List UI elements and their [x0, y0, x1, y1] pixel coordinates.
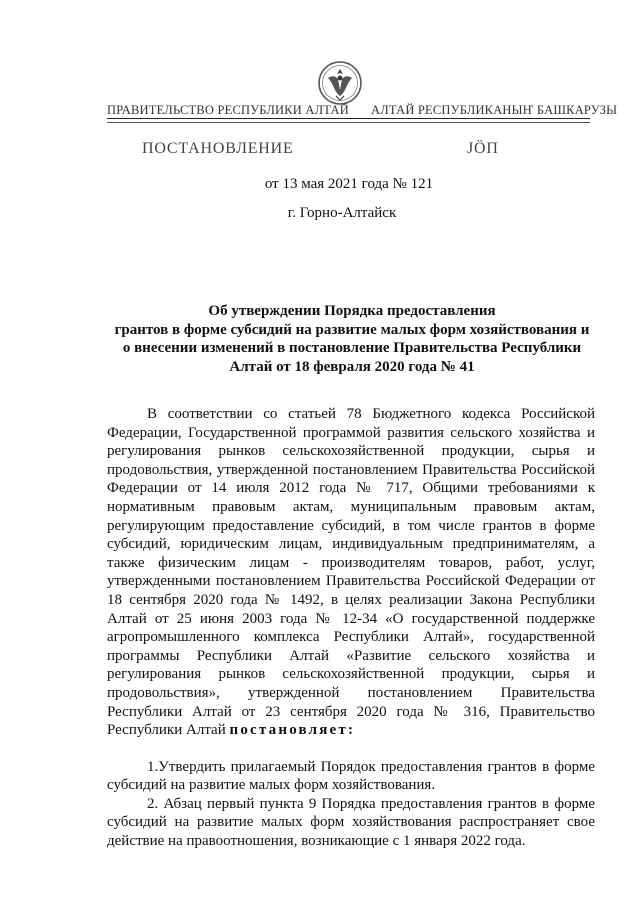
document-title [102, 302, 602, 376]
document-type-altai: ЈӦП [467, 140, 499, 157]
decree-word: постановляет: [229, 722, 356, 739]
document-city: г. Горно-Алтайск [287, 205, 397, 221]
title-line: о внесении изменений в постановление Правительства Республики [122, 340, 582, 356]
government-name-altai: АЛТАЙ РЕСПУБЛИКАНЫҤ БАШКАРУЗЫ [371, 103, 618, 117]
header-divider-thin [107, 122, 590, 123]
preamble-text: В соответствии со статьей 78 Бюджетного кодекса Российской Федерации, Государственной программой развития сельского хозяйства и регулирования рынков сельскохозяйственной продукции, сырья и продовольствия, утвержденной постановлением Правительства Российской Федерации от 14 июля 2012 года № 717, Общими требованиями к нормативным правовым актам, муниципальным правовым актам, регулирующим предоставление субсидий, в том числе грантов в форме субсидий, юридическим лицам, индивидуальным предпринимателям, а также физическим лицам - производителям товаров, работ, услуг, утвержденными постановлением Правительства Российской Федерации от 18 сентября 2020 года № 1492, в целях реализации Закона Республики Алтай от 25 июня 2003 года № 12-34 «О государственной поддержке агропромышленного комплекса Республики Алтай», государственной программы Республики Алтай «Развитие сельского хозяйства и регулирования рынков сельскохозяйственной продукции, сырья и продовольствия», утвержденной постановлением Правительства Республики Алтай от 23 сентября 2020 года № 316, Правительство Республики Алтай [107, 406, 595, 739]
document-date-number: от 13 мая 2021 года № 121 [264, 176, 434, 192]
title-line: Алтай от 18 февраля 2020 года № 41 [229, 358, 475, 375]
coat-of-arms-icon [316, 60, 364, 106]
document-type-russian: ПОСТАНОВЛЕНИЕ [142, 140, 294, 157]
header-divider [107, 118, 590, 119]
title-line: грантов в форме субсидий на развитие малых форм хозяйствования и [114, 321, 590, 338]
document-body [107, 405, 595, 851]
item-paragraph: 1.Утвердить прилагаемый Порядок предоставления грантов в форме субсидий на развитие малых форм хозяйствования. [107, 758, 595, 794]
item-paragraph: 2. Абзац первый пункта 9 Порядка предоставления грантов в форме субсидий на развитие малых форм хозяйствования распространяет свое действие на правоотношения, возникающие с 1 января 2022 года. [107, 795, 595, 850]
government-name-russian: ПРАВИТЕЛЬСТВО РЕСПУБЛИКИ АЛТАЙ [107, 103, 349, 117]
title-line: Об утверждении Порядка предоставления [208, 303, 496, 319]
preamble-paragraph [107, 405, 595, 740]
